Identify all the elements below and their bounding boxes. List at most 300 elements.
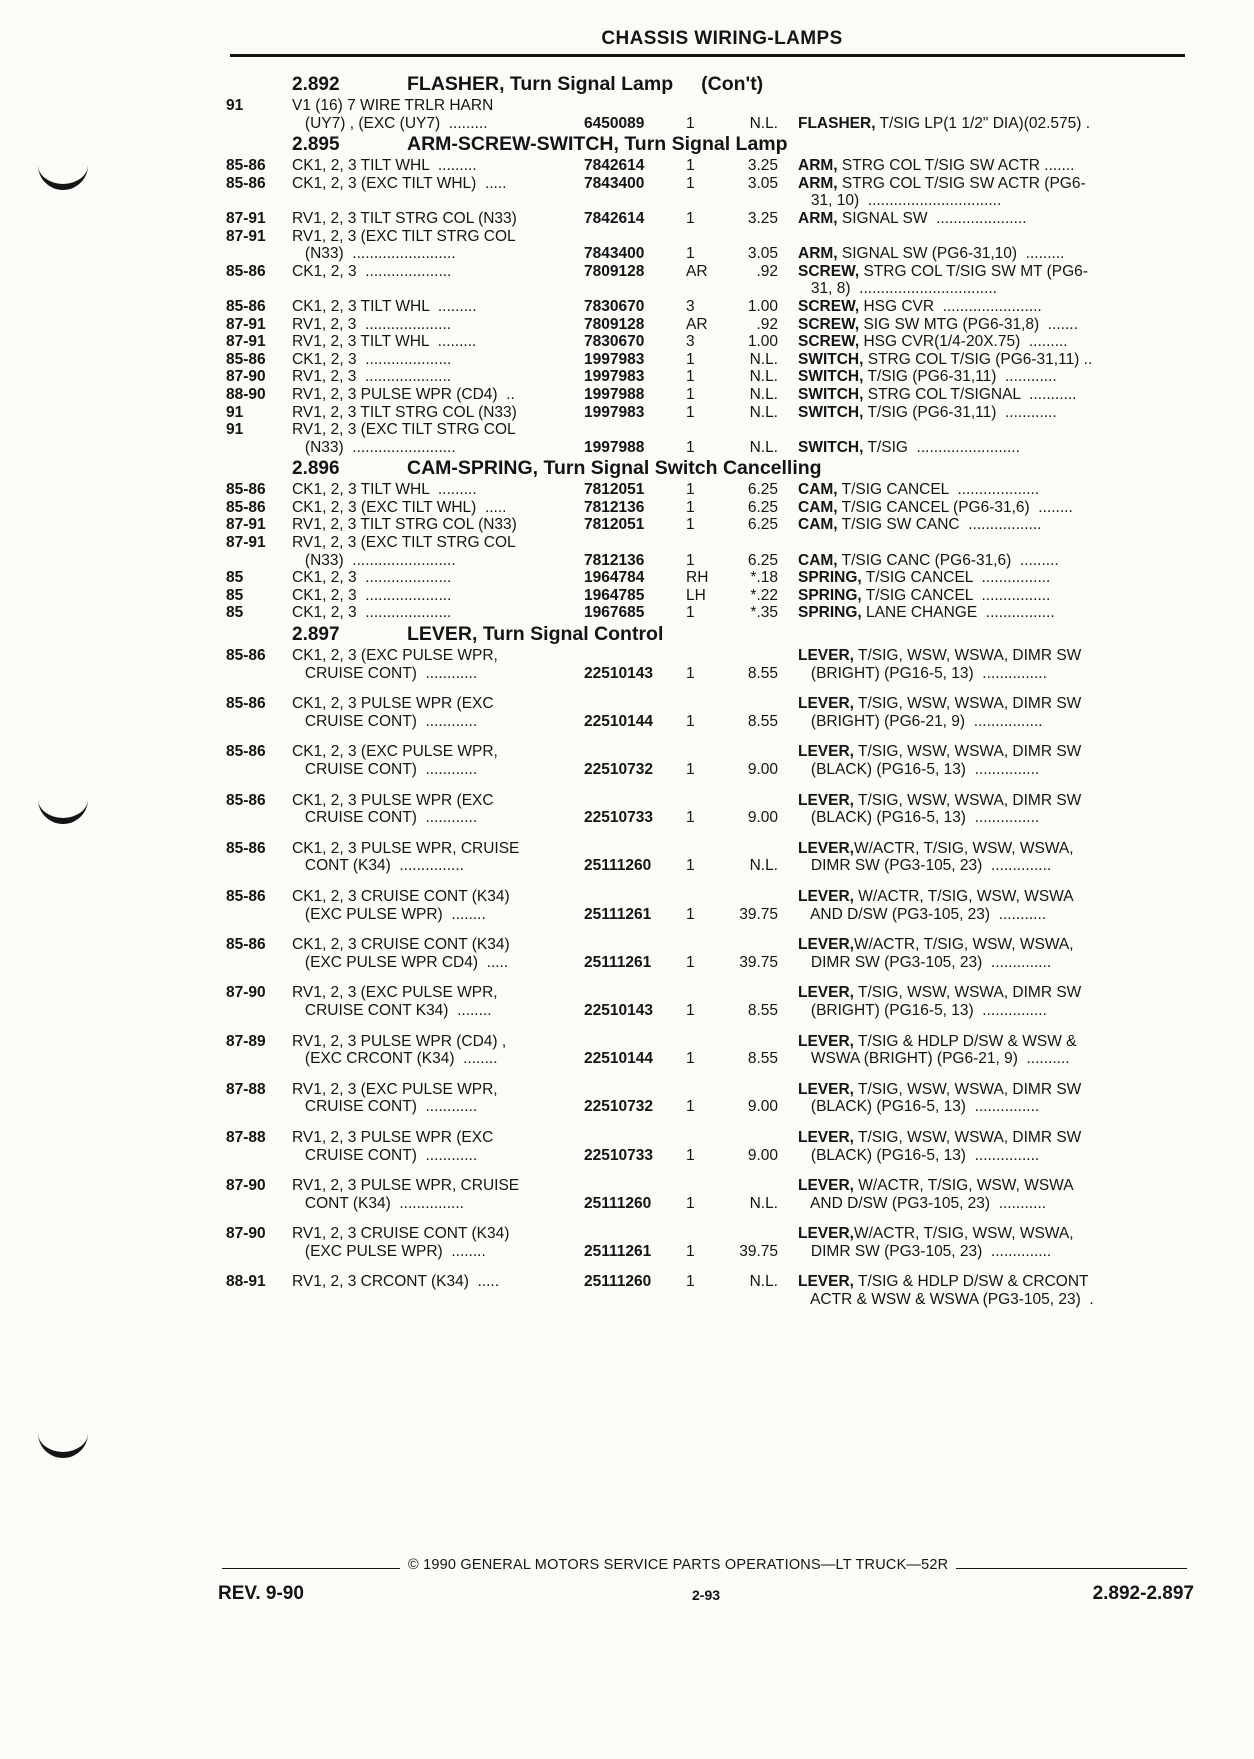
application-line: RV1, 2, 3 (EXC TILT STRG COL [292,227,516,245]
price-line: N.L. [749,403,778,421]
application-line: CK1, 2, 3 PULSE WPR (EXC [292,791,494,809]
application-line: CRUISE CONT) ............ [292,809,478,827]
price-line: 3.05 [747,174,778,192]
part-number-line [584,1225,686,1243]
part-name-line: 31, 10) ............................... [798,192,1002,210]
application-line: CONT (K34) ............... [292,1194,464,1212]
part-number [584,695,686,730]
model-years: 87-89 [226,1032,266,1050]
part-name [798,1177,1186,1212]
price [722,316,798,334]
price [722,228,798,263]
quantity-line: 1 [686,368,695,386]
part-name-line [798,210,1186,228]
price-line: 6.25 [747,551,778,569]
quantity-line: 1 [686,245,695,263]
price-line: 1.00 [747,297,778,315]
application-description [292,1177,584,1212]
part-number [584,175,686,210]
part-number-line: 22510144 [584,1050,653,1068]
part-name [798,368,1186,386]
application-line: (N33) ........................ [292,438,456,456]
part-number-line: 7812136 [584,498,645,516]
application-description [292,368,584,386]
part-name-line [798,936,1186,954]
price [722,368,798,386]
part-name-text: STRG COL T/SIGNAL ........... [863,385,1077,403]
part-name-text: SIGNAL SW (PG6-31,10) ......... [837,245,1065,263]
quantity [686,228,722,263]
part-name-text: T/SIG CANCEL ................ [861,569,1051,587]
price-line [722,792,778,810]
part-name-line [798,368,1186,386]
section-number: 2.897 [292,624,340,646]
application-description [292,647,584,682]
part-name-line [798,647,1186,665]
part-entry [226,1081,1186,1116]
part-name-keyword: ARM, [798,157,838,175]
quantity-line: 1 [686,438,695,456]
quantity [686,481,722,499]
part-number [584,840,686,875]
part-name-line [798,1129,1186,1147]
part-number-line: 7830670 [584,333,645,351]
part-name [798,175,1186,210]
part-number [584,481,686,499]
price-line [722,228,778,246]
model-years: 87-88 [226,1080,266,1098]
part-entry [226,228,1186,263]
application-description [292,743,584,778]
price-line [722,280,778,298]
parts-listing [226,72,1186,1309]
part-number [584,386,686,404]
quantity [686,157,722,175]
part-number [584,228,686,263]
part-name [798,792,1186,827]
section-number: 2.892 [292,74,340,95]
application-description [292,263,584,298]
quantity-line: 3 [686,333,695,351]
footer-revision: REV. 9-90 [218,1583,304,1604]
part-number [584,157,686,175]
part-number [584,1129,686,1164]
model-years: 91 [226,403,244,421]
quantity-line: 1 [686,385,695,403]
quantity-line [686,840,722,858]
quantity [686,499,722,517]
part-name-text: T/SIG CANC (PG6-31,6) ......... [837,551,1059,569]
quantity-line: AR [686,315,708,333]
part-name-text: W/ACTR, T/SIG, WSW, WSWA, [853,1225,1074,1243]
part-number-line: 22510732 [584,761,653,778]
part-name-keyword: LEVER, [798,984,854,1002]
price [722,175,798,210]
application-description [292,333,584,351]
part-name-text: T/SIG ........................ [863,438,1020,456]
price-line [722,1177,778,1195]
part-name-keyword: LEVER, [798,1273,854,1291]
part-name-text: T/SIG, WSW, WSWA, DIMR SW [853,1080,1082,1098]
part-name-line [798,316,1186,334]
application-description [292,1225,584,1260]
part-name-keyword: SCREW, [798,333,860,351]
price [722,97,798,132]
model-years: 85 [226,604,244,622]
part-name-keyword: CAM, [798,498,838,516]
part-number-line: 22510733 [584,809,653,827]
price [722,481,798,499]
part-number-line [584,1177,686,1195]
part-number-line: 7812051 [584,481,645,499]
price [722,516,798,534]
application-description [292,499,584,517]
model-years: 87-91 [226,209,266,227]
price-line: 39.75 [739,1242,778,1260]
part-name-line [798,499,1186,517]
application-line: CK1, 2, 3 (EXC TILT WHL) ..... [292,174,507,192]
price [722,499,798,517]
quantity-line: 1 [686,809,695,827]
section-number: 2.896 [292,458,340,480]
part-name-keyword: SPRING, [798,604,862,622]
model-years: 87-88 [226,1128,266,1146]
part-number-line: 25111261 [584,1242,652,1260]
application-line: CRUISE CONT K34) ........ [292,1001,492,1019]
part-name-text: HSG CVR ....................... [859,297,1042,315]
quantity-line: 1 [686,551,695,569]
application-line: V1 (16) 7 WIRE TRLR HARN [292,97,494,114]
part-number-line: 1964784 [584,569,645,587]
part-name [798,743,1186,778]
part-name-line [798,263,1186,281]
price-line [722,647,778,665]
quantity-line [686,280,722,298]
header-rule [230,54,1185,57]
page-title: CHASSIS WIRING-LAMPS [601,28,843,49]
part-name-line [798,984,1186,1002]
part-name [798,840,1186,875]
part-number [584,404,686,422]
quantity-line: 1 [686,712,695,730]
part-entry [226,984,1186,1019]
quantity-line: 1 [686,664,695,682]
quantity [686,695,722,730]
part-name-keyword: SWITCH, [798,403,864,421]
price-line: 8.55 [747,712,778,730]
part-number-line: 7809128 [584,315,645,333]
part-entry [226,368,1186,386]
price [722,1033,798,1068]
part-number-line: 22510732 [584,1098,653,1116]
quantity-line [686,1129,722,1147]
application-line: CK1, 2, 3 (EXC PULSE WPR, [292,647,498,665]
application-description [292,888,584,923]
part-number [584,263,686,298]
part-name-text: T/SIG LP(1 1/2" DIA)(02.575) . [875,114,1091,132]
part-name-text: T/SIG CANCEL ................ [861,586,1051,604]
price [722,263,798,298]
part-name-spacer [798,97,1186,115]
part-name-line [798,840,1186,858]
part-entry [226,298,1186,316]
application-line: RV1, 2, 3 TILT STRG COL (N33) [292,516,517,534]
price [722,298,798,316]
price-line [722,192,778,210]
price-line: 9.00 [747,1098,778,1116]
application-line: RV1, 2, 3 PULSE WPR (CD4) .. [292,385,515,403]
price-line: N.L. [749,368,778,386]
price [722,421,798,456]
part-name-line [798,351,1186,369]
quantity-line [686,936,722,954]
part-number [584,499,686,517]
model-years: 87-90 [226,984,266,1002]
section-title: FLASHER, Turn Signal Lamp [407,73,674,95]
quantity [686,604,722,622]
part-number [584,1225,686,1260]
part-entry [226,1177,1186,1212]
part-name-text: STRG COL T/SIG SW MT (PG6- [859,262,1088,280]
model-years: 87-90 [226,368,266,386]
part-number [584,1177,686,1212]
part-number-line: 1997983 [584,403,645,421]
part-number [584,587,686,605]
part-number [584,298,686,316]
price-line [722,421,778,439]
quantity-line [686,1291,722,1309]
quantity-line: 1 [686,350,695,368]
price-line [722,534,778,552]
part-number-line [584,97,686,115]
application-description [292,792,584,827]
quantity-line [686,792,722,810]
application-line: CK1, 2, 3 CRUISE CONT (K34) [292,936,510,954]
model-years: 85-86 [226,174,266,192]
price [722,695,798,730]
part-entry [226,175,1186,210]
part-name-line [798,439,1186,457]
part-name-keyword: LEVER, [798,647,854,665]
part-name [798,888,1186,923]
price-line: 9.00 [747,1146,778,1164]
price-line: 6.25 [747,498,778,516]
model-years: 85-86 [226,350,266,368]
section-continued: (Con't) [701,73,764,95]
part-name-text: T/SIG CANCEL (PG6-31,6) ........ [837,498,1073,516]
section-header [226,623,1186,647]
part-number [584,743,686,778]
part-number-line: 1997983 [584,350,645,368]
part-number-line: 7842614 [584,209,645,227]
part-name-keyword: SPRING, [798,569,862,587]
part-name [798,404,1186,422]
part-number [584,569,686,587]
price-line: *.18 [750,569,778,587]
section-title: CAM-SPRING, Turn Signal Switch Cancelling [407,457,822,480]
application-description [292,298,584,316]
part-name-text: STRG COL T/SIG SW ACTR (PG6- [837,174,1086,192]
part-name-line [798,1081,1186,1099]
application-line: (N33) ........................ [292,551,456,569]
quantity-line [686,97,722,115]
application-description [292,210,584,228]
part-name-text: SIGNAL SW ..................... [837,209,1027,227]
model-years: 91 [226,97,244,114]
part-name-keyword: ARM, [798,174,838,192]
part-name [798,1081,1186,1116]
application-description [292,1033,584,1068]
part-number-line [584,936,686,954]
part-name [798,481,1186,499]
application-line: RV1, 2, 3 TILT STRG COL (N33) [292,403,517,421]
part-number-line: 1967685 [584,604,645,622]
quantity [686,1225,722,1260]
price-line: 8.55 [747,1050,778,1068]
quantity-line [686,695,722,713]
application-line: CRUISE CONT) ............ [292,1146,478,1164]
part-entry [226,481,1186,499]
application-line: CK1, 2, 3 .................... [292,569,452,587]
part-name-text: LANE CHANGE ................ [861,604,1055,622]
part-name-keyword: SWITCH, [798,438,864,456]
model-years: 87-91 [226,315,266,333]
application-description [292,97,584,132]
part-name-keyword: SCREW, [798,262,860,280]
part-name-keyword: LEVER, [798,1080,854,1098]
footer-page-number: 2-93 [692,1587,721,1603]
part-number [584,534,686,569]
model-years: 85-86 [226,647,266,665]
quantity-line: 1 [686,905,695,923]
price [722,1273,798,1308]
price [722,840,798,875]
section-header [226,73,1186,97]
part-name-text: T/SIG (PG6-31,11) ............ [863,368,1057,386]
part-name-line [798,888,1186,906]
part-number-line [584,1129,686,1147]
part-name-text: T/SIG, WSW, WSWA, DIMR SW [853,791,1082,809]
part-name-text: W/ACTR, T/SIG, WSW, WSWA [853,1177,1074,1195]
footer-section-range: 2.892-2.897 [1092,1583,1194,1604]
quantity-line [686,984,722,1002]
price [722,792,798,827]
quantity-line: 1 [686,1273,695,1291]
application-line: CRUISE CONT) ............ [292,761,478,778]
part-name-line: DIMR SW (PG3-105, 23) .............. [798,857,1052,875]
application-line: CK1, 2, 3 (EXC TILT WHL) ..... [292,498,507,516]
quantity [686,936,722,971]
price-line [722,984,778,1002]
part-name [798,984,1186,1019]
part-name-line: (BRIGHT) (PG16-5, 13) ............... [798,664,1047,682]
application-line: (EXC PULSE WPR CD4) ..... [292,953,509,971]
quantity-line: 1 [686,157,695,175]
part-name-text: HSG CVR(1/4-20X.75) ......... [859,333,1068,351]
price-line: 3.05 [747,245,778,263]
quantity [686,1273,722,1308]
part-name-line [798,157,1186,175]
part-number-line [584,1081,686,1099]
application-description [292,936,584,971]
part-name-line [798,333,1186,351]
quantity [686,1177,722,1212]
part-number [584,210,686,228]
quantity-line [686,421,722,439]
application-line: RV1, 2, 3 PULSE WPR (EXC [292,1128,494,1146]
part-name [798,516,1186,534]
price-line [722,695,778,713]
part-name [798,647,1186,682]
application-line: CRUISE CONT) ............ [292,1098,478,1116]
quantity-line [686,1177,722,1195]
part-name-keyword: ARM, [798,245,838,263]
part-name [798,228,1186,263]
price [722,888,798,923]
part-number-line: 22510733 [584,1146,653,1164]
part-name [798,695,1186,730]
part-number-line: 7830670 [584,297,645,315]
part-entry [226,792,1186,827]
part-entry [226,1225,1186,1260]
application-description [292,534,584,569]
application-description [292,481,584,499]
price-line: N.L. [749,857,778,875]
quantity [686,888,722,923]
price [722,569,798,587]
part-number-line [584,743,686,761]
application-description [292,421,584,456]
part-name [798,534,1186,569]
price [722,333,798,351]
application-line: CK1, 2, 3 TILT WHL ......... [292,481,477,499]
quantity-line [686,888,722,906]
part-number-line: 22510143 [584,664,653,682]
application-line: RV1, 2, 3 TILT STRG COL (N33) [292,209,517,227]
price-line: N.L. [749,350,778,368]
part-name-text: W/ACTR, T/SIG, WSW, WSWA, [853,839,1074,857]
price-line: N.L. [749,1194,778,1212]
quantity-line: 1 [686,209,695,227]
part-name-text: T/SIG & HDLP D/SW & CRCONT [853,1273,1089,1291]
model-years: 85-86 [226,157,266,175]
price-line: N.L. [749,114,778,132]
part-number-line [584,1033,686,1051]
quantity-line: 1 [686,403,695,421]
application-line: RV1, 2, 3 (EXC PULSE WPR, [292,984,498,1002]
part-entry [226,316,1186,334]
price-line: 3.25 [747,209,778,227]
price [722,386,798,404]
part-name-keyword: ARM, [798,209,838,227]
quantity [686,316,722,334]
part-name [798,569,1186,587]
application-description [292,404,584,422]
part-name-line [798,695,1186,713]
part-name [798,386,1186,404]
part-entry [226,351,1186,369]
model-years: 85-86 [226,839,266,857]
part-name-line: DIMR SW (PG3-105, 23) .............. [798,953,1052,971]
application-line: CK1, 2, 3 PULSE WPR (EXC [292,695,494,713]
price [722,1129,798,1164]
part-name-spacer [798,421,1186,439]
part-number-line: 25111261 [584,953,652,971]
part-name [798,1225,1186,1260]
part-entry [226,840,1186,875]
part-name-text: STRG COL T/SIG (PG6-31,11) .. [863,350,1093,368]
price [722,157,798,175]
